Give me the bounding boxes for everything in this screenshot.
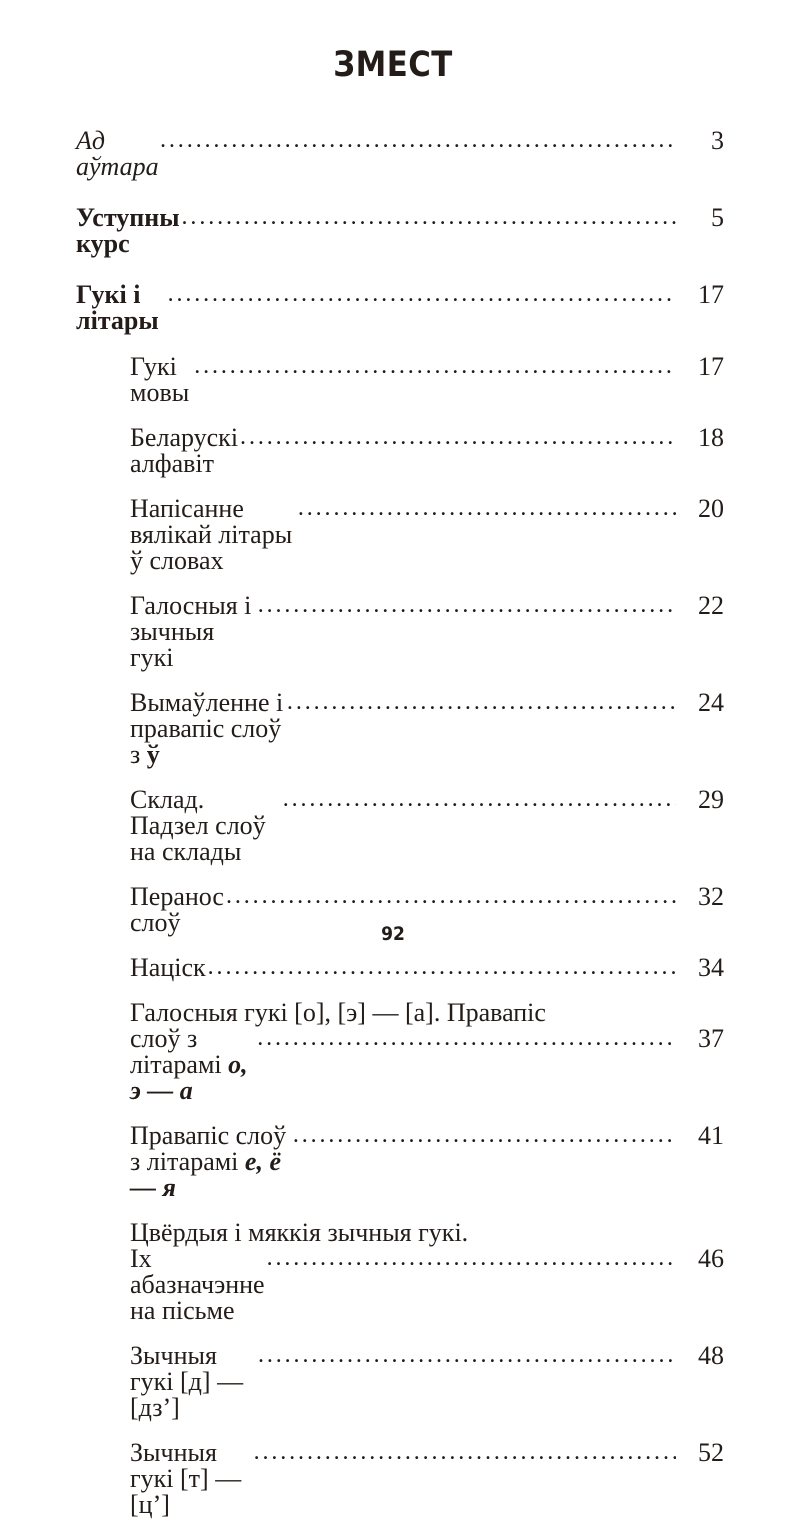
toc-entry-label (130, 688, 290, 769)
toc-entry-row (130, 1123, 724, 1201)
toc-page-number[interactable]: 24 (698, 688, 724, 717)
dot-leader (258, 593, 676, 617)
toc-page-number[interactable]: 41 (698, 1121, 724, 1150)
toc-entry-row (130, 1343, 724, 1421)
toc-page-number[interactable]: 18 (698, 423, 724, 452)
toc-label-run: Уступны курс (76, 203, 187, 258)
toc-label-run: Гукі мовы (130, 352, 190, 407)
toc-entry-label (130, 1343, 256, 1421)
toc-label-run: е, ё — я (130, 1147, 288, 1202)
toc-label-run: слоў з літарамі (130, 1024, 229, 1079)
toc-entry[interactable] (130, 1000, 724, 1104)
dot-leader (226, 884, 676, 908)
toc-page-number[interactable]: 17 (698, 280, 724, 309)
toc-entry[interactable] (76, 205, 724, 257)
toc-entry-row (76, 128, 724, 180)
toc-page-number[interactable]: 29 (698, 785, 724, 814)
toc-entry[interactable] (130, 787, 724, 865)
toc-page-number[interactable]: 32 (698, 882, 724, 911)
toc-entry-label (130, 593, 256, 671)
toc-page-number[interactable]: 17 (698, 352, 724, 381)
toc-page-number[interactable]: 37 (698, 1024, 724, 1053)
toc-entry-label (76, 128, 159, 180)
dot-leader (267, 1246, 676, 1270)
dot-leader (168, 282, 676, 306)
toc-entry-row (130, 955, 724, 981)
toc-label-run: Ад аўтара (76, 126, 159, 181)
toc-entry-label (130, 787, 281, 865)
toc-entry-label (76, 282, 166, 334)
toc-label-run: Напісанне вялікай літары ў словах (130, 494, 299, 575)
toc-entry-row (130, 425, 724, 477)
toc-entry[interactable] (130, 1440, 724, 1518)
dot-leader (257, 1026, 676, 1050)
toc-entry-label (76, 203, 187, 258)
page-title: ЗМЕСТ (333, 45, 453, 85)
toc-label-run: Націск (130, 953, 206, 982)
toc-entry-row (130, 690, 724, 768)
dot-leader (283, 787, 676, 811)
toc-entry-row (130, 1246, 724, 1324)
toc-entry-label (130, 1244, 272, 1325)
toc-entry-label (130, 1026, 255, 1104)
toc-entry-label (130, 1123, 291, 1201)
toc-entry-row (130, 1440, 724, 1518)
toc-label-run: Зычныя гукі [д] — [дз’] (130, 1341, 250, 1422)
toc-label-run: Зычныя гукі [т] — [ц’] (130, 1438, 248, 1519)
toc-label-run: Склад. Падзел слоў на склады (130, 785, 273, 866)
toc-page-number[interactable]: 34 (698, 953, 724, 982)
toc-page-number[interactable]: 52 (698, 1438, 724, 1467)
dot-leader (298, 496, 676, 520)
toc-page-number[interactable]: 48 (698, 1341, 724, 1370)
toc-entry-label (130, 1440, 252, 1518)
toc-page-number[interactable]: 22 (698, 591, 724, 620)
toc-page-number[interactable]: 5 (711, 203, 724, 232)
dot-leader (258, 1343, 676, 1367)
toc-label-run: Правапіс слоў з літарамі (130, 1121, 293, 1176)
toc-page-number[interactable]: 3 (711, 126, 724, 155)
toc-label-run: Беларускі алфавіт (130, 423, 245, 478)
toc-entry-label (130, 354, 192, 406)
toc-entry-row (130, 1026, 724, 1104)
toc-entry-continuation (130, 1220, 724, 1246)
toc-entry-row (130, 593, 724, 671)
toc-entry-continuation (130, 1000, 724, 1026)
toc-entry[interactable] (130, 496, 724, 574)
toc-entry-row (130, 354, 724, 406)
toc-entry-label (130, 1218, 468, 1247)
toc-entry-label (130, 998, 546, 1027)
toc-page-number[interactable]: 20 (698, 494, 724, 523)
toc-label-run: Іх абазначэнне на пісьме (130, 1244, 272, 1325)
dot-leader (240, 425, 676, 449)
toc-entry-label (130, 423, 245, 478)
toc-list (76, 128, 724, 1518)
toc-label-run: Перанос слоў (130, 882, 231, 937)
dot-leader (208, 955, 676, 979)
dot-leader (194, 354, 676, 378)
toc-entry[interactable] (130, 1123, 724, 1201)
toc-label-run: Гукі і літары (76, 280, 159, 335)
toc-label-run: ў (146, 740, 160, 769)
page-folio: 92 (381, 923, 405, 945)
toc-entry[interactable] (130, 1343, 724, 1421)
toc-label-run: Цвёрдыя і мяккія зычныя гукі. (130, 1218, 469, 1247)
toc-entry[interactable] (76, 128, 724, 180)
dot-leader (161, 128, 676, 152)
toc-page-number[interactable]: 46 (698, 1244, 724, 1273)
dot-leader (293, 1123, 676, 1147)
toc-entry[interactable] (130, 354, 724, 406)
toc-entry-row (76, 282, 724, 334)
dot-leader (287, 690, 676, 714)
toc-entry[interactable] (130, 955, 724, 981)
toc-entry-row (130, 787, 724, 865)
toc-entry-row (76, 205, 724, 257)
toc-entry[interactable] (130, 690, 724, 768)
toc-entry[interactable] (130, 1220, 724, 1324)
toc-entry-label (130, 494, 299, 575)
toc-entry-label (130, 955, 206, 981)
toc-label-run: Галосныя гукі [о], [э] — [а]. Правапіс (130, 998, 546, 1027)
toc-entry[interactable] (130, 593, 724, 671)
toc-label-run: Галосныя і зычныя гукі (130, 591, 258, 672)
toc-label-run: о, э — а (130, 1050, 255, 1105)
toc-label-run: Вымаўленне і правапіс слоў з (130, 688, 290, 769)
dot-leader (254, 1440, 676, 1464)
toc-entry-row (130, 496, 724, 574)
dot-leader (182, 205, 676, 229)
toc-entry[interactable] (130, 425, 724, 477)
toc-entry[interactable] (76, 282, 724, 334)
